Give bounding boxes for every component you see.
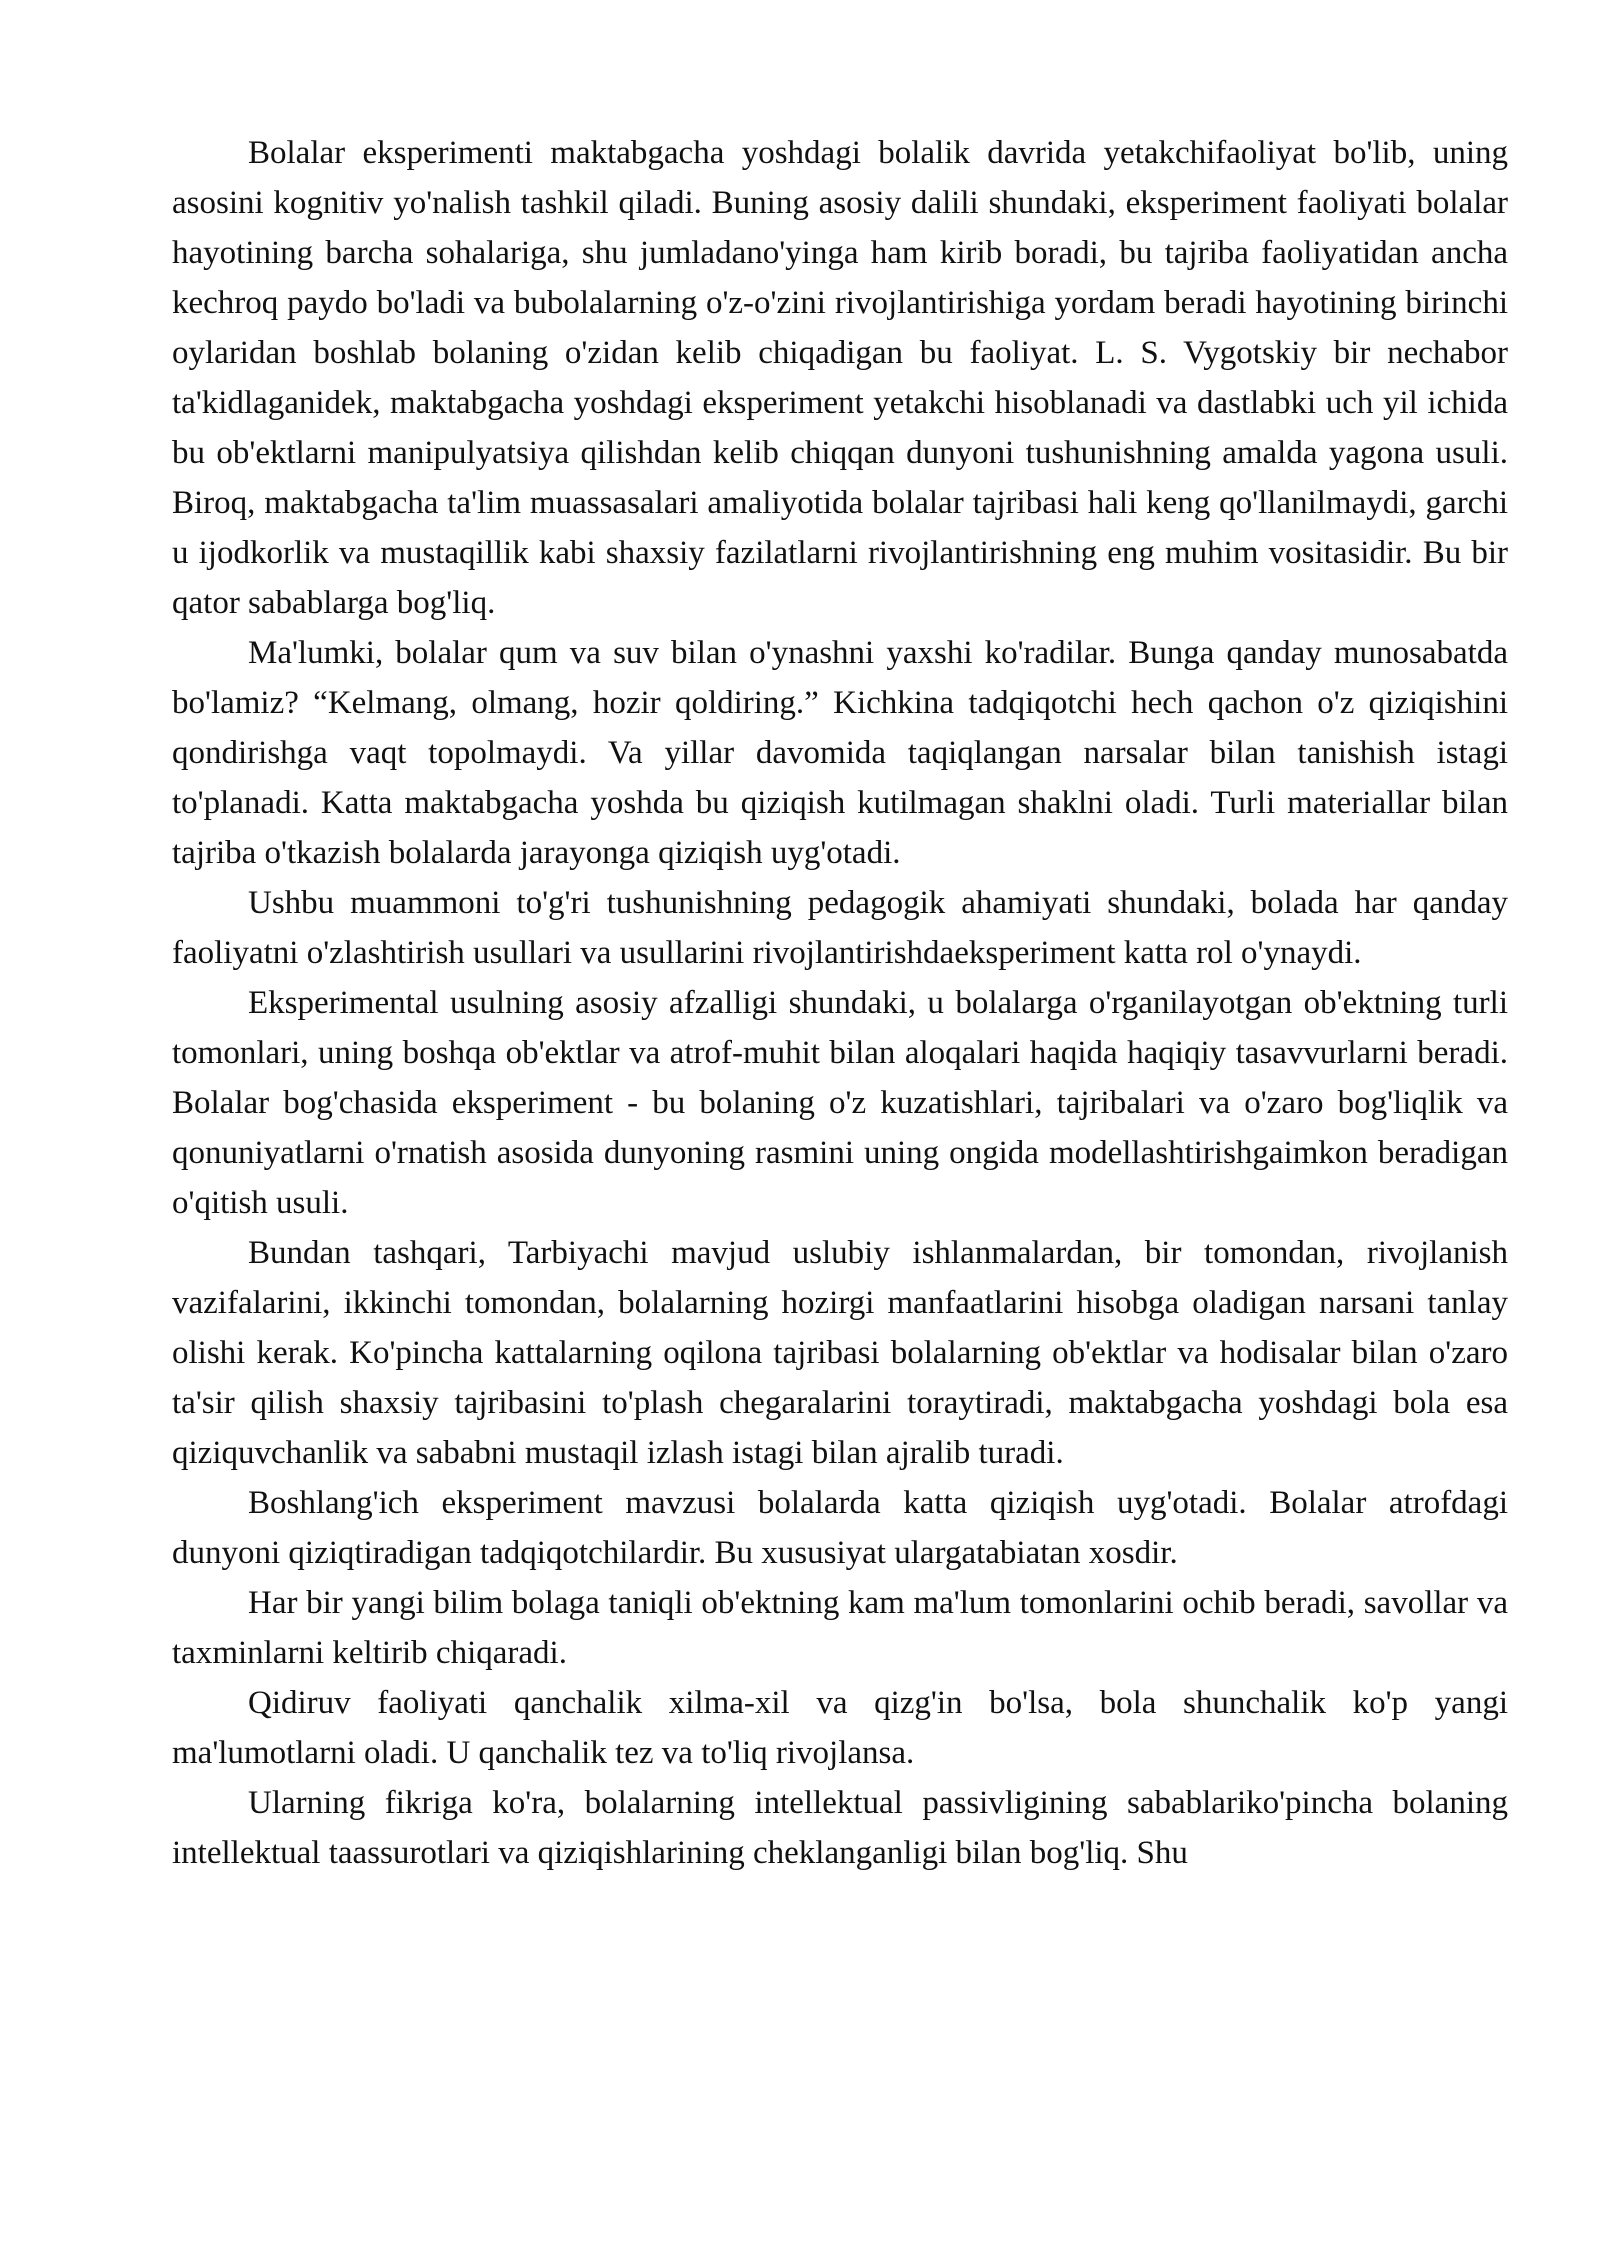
paragraph-2: Ma'lumki, bolalar qum va suv bilan o'ynashni yaxshi ko'radilar. Bunga qanday munosabatda bo'lamiz? “Kelmang, olmang, hozir qoldiring.” Kichkina tadqiqotchi hech qachon o'z qiziqishini qondirishga vaqt topolmaydi. Va yillar davomida taqiqlangan narsalar bilan tanishish istagi to'planadi. Katta maktabgacha yoshda bu qiziqish kutilmagan shaklni oladi. Turli materiallar bilan tajriba o'tkazish bolalarda jarayonga qiziqish uyg'otadi. [172,635,1508,871]
paragraph-7: Har bir yangi bilim bolaga taniqli ob'ektning kam ma'lum tomonlarini ochib beradi, savollar va taxminlarni keltirib chiqaradi. [172,1585,1508,1671]
paragraph-4: Eksperimental usulning asosiy afzalligi shundaki, u bolalarga o'rganilayotgan ob'ektning turli tomonlari, uning boshqa ob'ektlar va atrof-muhit bilan aloqalari haqida haqiqiy tasavvurlarni beradi. Bolalar bog'chasida eksperiment - bu bolaning o'z kuzatishlari, tajribalari va o'zaro bog'liqlik va qonuniyatlarni o'rnatish asosida dunyoning rasmini uning ongida modellashtirishgaimkon beradigan o'qitish usuli. [172,985,1508,1221]
paragraph-3: Ushbu muammoni to'g'ri tushunishning pedagogik ahamiyati shundaki, bolada har qanday faoliyatni o'zlashtirish usullari va usullarini rivojlantirishdaeksperiment katta rol o'ynaydi. [172,885,1508,971]
paragraph-5: Bundan tashqari, Tarbiyachi mavjud uslubiy ishlanmalardan, bir tomondan, rivojlanish vazifalarini, ikkinchi tomondan, bolalarning hozirgi manfaatlarini hisobga oladigan narsani tanlay olishi kerak. Ko'pincha kattalarning oqilona tajribasi bolalarning ob'ektlar va hodisalar bilan o'zaro ta'sir qilish shaxsiy tajribasini to'plash chegaralarini toraytiradi, maktabgacha yoshdagi bola esa qiziquvchanlik va sababni mustaqil izlash istagi bilan ajralib turadi. [172,1235,1508,1471]
paragraph-6: Boshlang'ich eksperiment mavzusi bolalarda katta qiziqish uyg'otadi. Bolalar atrofdagi dunyoni qiziqtiradigan tadqiqotchilardir. Bu xususiyat ulargatabiatan xosdir. [172,1485,1508,1571]
paragraph-1: Bolalar eksperimenti maktabgacha yoshdagi bolalik davrida yetakchifaoliyat bo'lib, uning asosini kognitiv yo'nalish tashkil qiladi. Buning asosiy dalili shundaki, eksperiment faoliyati bolalar hayotining barcha sohalariga, shu jumladano'yinga ham kirib boradi, bu tajriba faoliyatidan ancha kechroq paydo bo'ladi va bubolalarning o'z-o'zini rivojlantirishiga yordam beradi hayotining birinchi oylaridan boshlab bolaning o'zidan kelib chiqadigan bu faoliyat. L. S. Vygotskiy bir nechabor ta'kidlaganidek, maktabgacha yoshdagi eksperiment yetakchi hisoblanadi va dastlabki uch yil ichida bu ob'ektlarni manipulyatsiya qilishdan kelib chiqqan dunyoni tushunishning amalda yagona usuli. Biroq, maktabgacha ta'lim muassasalari amaliyotida bolalar tajribasi hali keng qo'llanilmaydi, garchi u ijodkorlik va mustaqillik kabi shaxsiy fazilatlarni rivojlantirishning eng muhim vositasidir. Bu bir qator sabablarga bog'liq. [172,135,1508,621]
paragraph-9: Ularning fikriga ko'ra, bolalarning intellektual passivligining sabablariko'pincha bolaning intellektual taassurotlari va qiziqishlarining cheklanganligi bilan bog'liq. Shu [172,1785,1508,1871]
document-page [172,128,1508,1878]
paragraph-8: Qidiruv faoliyati qanchalik xilma-xil va qizg'in bo'lsa, bola shunchalik ko'p yangi ma'lumotlarni oladi. U qanchalik tez va to'liq rivojlansa. [172,1685,1508,1771]
